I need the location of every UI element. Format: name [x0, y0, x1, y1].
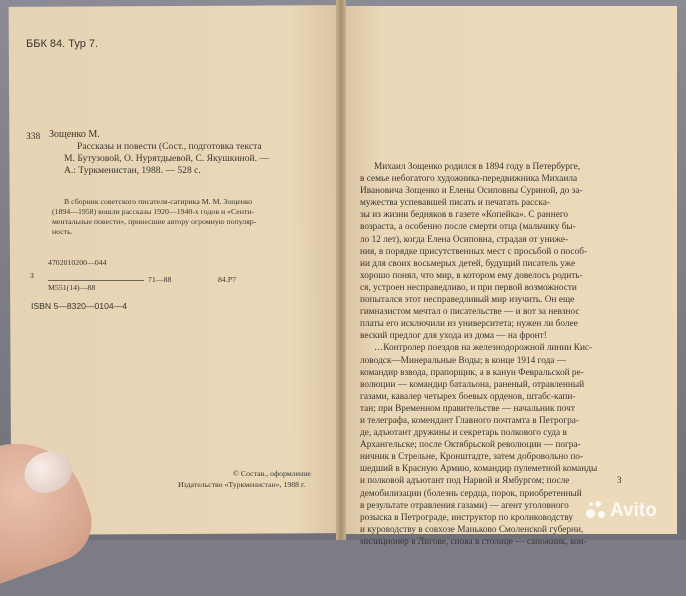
text-line: платы его исключили из университета; нужен ли более	[360, 319, 578, 330]
text-line: ся, устроен несправедливо, и при первой возможности	[360, 282, 577, 293]
text-line: демобилизации (болезнь сердца, порок, приобретенный	[360, 488, 582, 499]
catalog-rule	[48, 280, 144, 281]
annotation-line: ментальные повести», принесшие автору огромную популяр-	[52, 217, 257, 226]
text-line: зы из жизни бедняков в газете «Копейка». С раннего	[360, 210, 569, 221]
page-number: 3	[617, 475, 622, 485]
catalog-code: 4702010200—044	[48, 258, 107, 267]
text-line: де, адъютант дружины и секретарь полкового суда в	[360, 428, 567, 439]
text-line: газами, кавалер четырех боевых орденов, штабс-капи-	[360, 391, 576, 402]
bib-line: Рассказы и повести (Сост., подготовка текста	[77, 141, 262, 152]
text-line: розыска в Петрограде, инструктор по кролиководству	[360, 512, 573, 523]
text-line: Ивановича Зощенко и Елены Осиповны Суриной, до за-	[360, 186, 583, 197]
author-name: Зощенко М.	[49, 129, 100, 140]
copyright-line: Издательство «Туркменистан», 1988 г.	[178, 480, 306, 489]
text-line: шедший в Красную Армию, командир пулеметной команды	[360, 464, 598, 475]
isbn: ISBN 5—8320—0104—4	[31, 301, 128, 311]
text-line: мужества успевавшей писать и печатать расска-	[360, 198, 550, 209]
text-line: в семье небогатого художника-передвижника Михаила	[360, 174, 578, 185]
text-line: волюции — командир батальона, раненый, отравленный	[360, 379, 585, 390]
text-line: хорошо понял, что мир, в котором ему довелось родить-	[360, 270, 583, 281]
text-line: тан; при Временном правительстве — начальник почт	[360, 403, 575, 414]
text-line: попытался этот несправедливый мир изучить. Он еще	[360, 295, 575, 306]
text-line: возраста, а особенно после смерти отца (мальчику бы-	[360, 222, 576, 233]
text-line: ния, в порядке присутственных мест с просьбой о пособ-	[360, 246, 588, 257]
text-line: Архангельске; после Октябрьской революции — погра-	[360, 440, 581, 451]
catalog-bottom: М551(14)—88	[48, 283, 96, 292]
text-line: командир взвода, прапорщик, а в канун Февральской ре-	[360, 367, 584, 378]
library-code: З38	[26, 132, 41, 142]
avito-watermark	[586, 500, 657, 522]
class-code: 84.Р7	[218, 275, 236, 284]
annotation-line: (1894—1958) вошли рассказы 1920—1940-х годов и «Сенти-	[52, 207, 255, 216]
biography-text	[360, 161, 660, 548]
text-line: и куроводству в совхозе Маньково Смоленской губерни,	[360, 524, 584, 535]
text-line: Михаил Зощенко родился в 1894 году в Петербурге,	[374, 162, 581, 172]
bib-line: А.: Туркменистан, 1988. — 528 с.	[64, 165, 201, 176]
bbk-code: ББК 84. Тур 7.	[26, 38, 99, 50]
text-line: ии для своих восьмерых детей, будущий писатель уже	[360, 258, 576, 269]
annotation-line: ность.	[52, 227, 73, 236]
text-line: ничник в Стрельне, Кронштадте, затем добровольно по-	[360, 452, 584, 463]
catalog-prefix: З	[30, 271, 34, 280]
book-gutter	[336, 0, 346, 540]
text-line: …Контролер поездов на железнодорожной линии Кис-	[374, 343, 593, 354]
copyright-line: © Состав., оформление	[233, 469, 311, 478]
watermark-text: Avito	[610, 500, 657, 521]
bib-line: М. Бутузовой, О. Нурятдыевой, С. Якушкиной. —	[64, 153, 270, 164]
text-line: в результате отравления газами) — агент уголовного	[360, 500, 569, 511]
text-line: веский предлог для ухода из дома — на фронт!	[360, 331, 547, 342]
text-line: милиционер в Лигове, снова в столице — сапожник, кон-	[360, 536, 587, 547]
text-line: гимназистом мечтал о писательстве — и вот за невзнос	[360, 307, 580, 318]
annotation-line: В сборник советского писателя-сатирика М. М. Зощенко	[64, 197, 253, 206]
text-line: и полковой адъютант под Нарвой и Ямбургом; после	[360, 476, 570, 487]
text-line: ло 12 лет), когда Елена Осиповна, страдая от униже-	[360, 234, 569, 245]
catalog-suffix: 71—88	[148, 275, 172, 284]
avito-dots-icon	[586, 501, 606, 521]
text-line: и телеграфа, комендант Главного почтамта в Петрогра-	[360, 415, 579, 426]
text-line: ловодск—Минеральные Воды; в конце 1914 года —	[360, 355, 567, 366]
